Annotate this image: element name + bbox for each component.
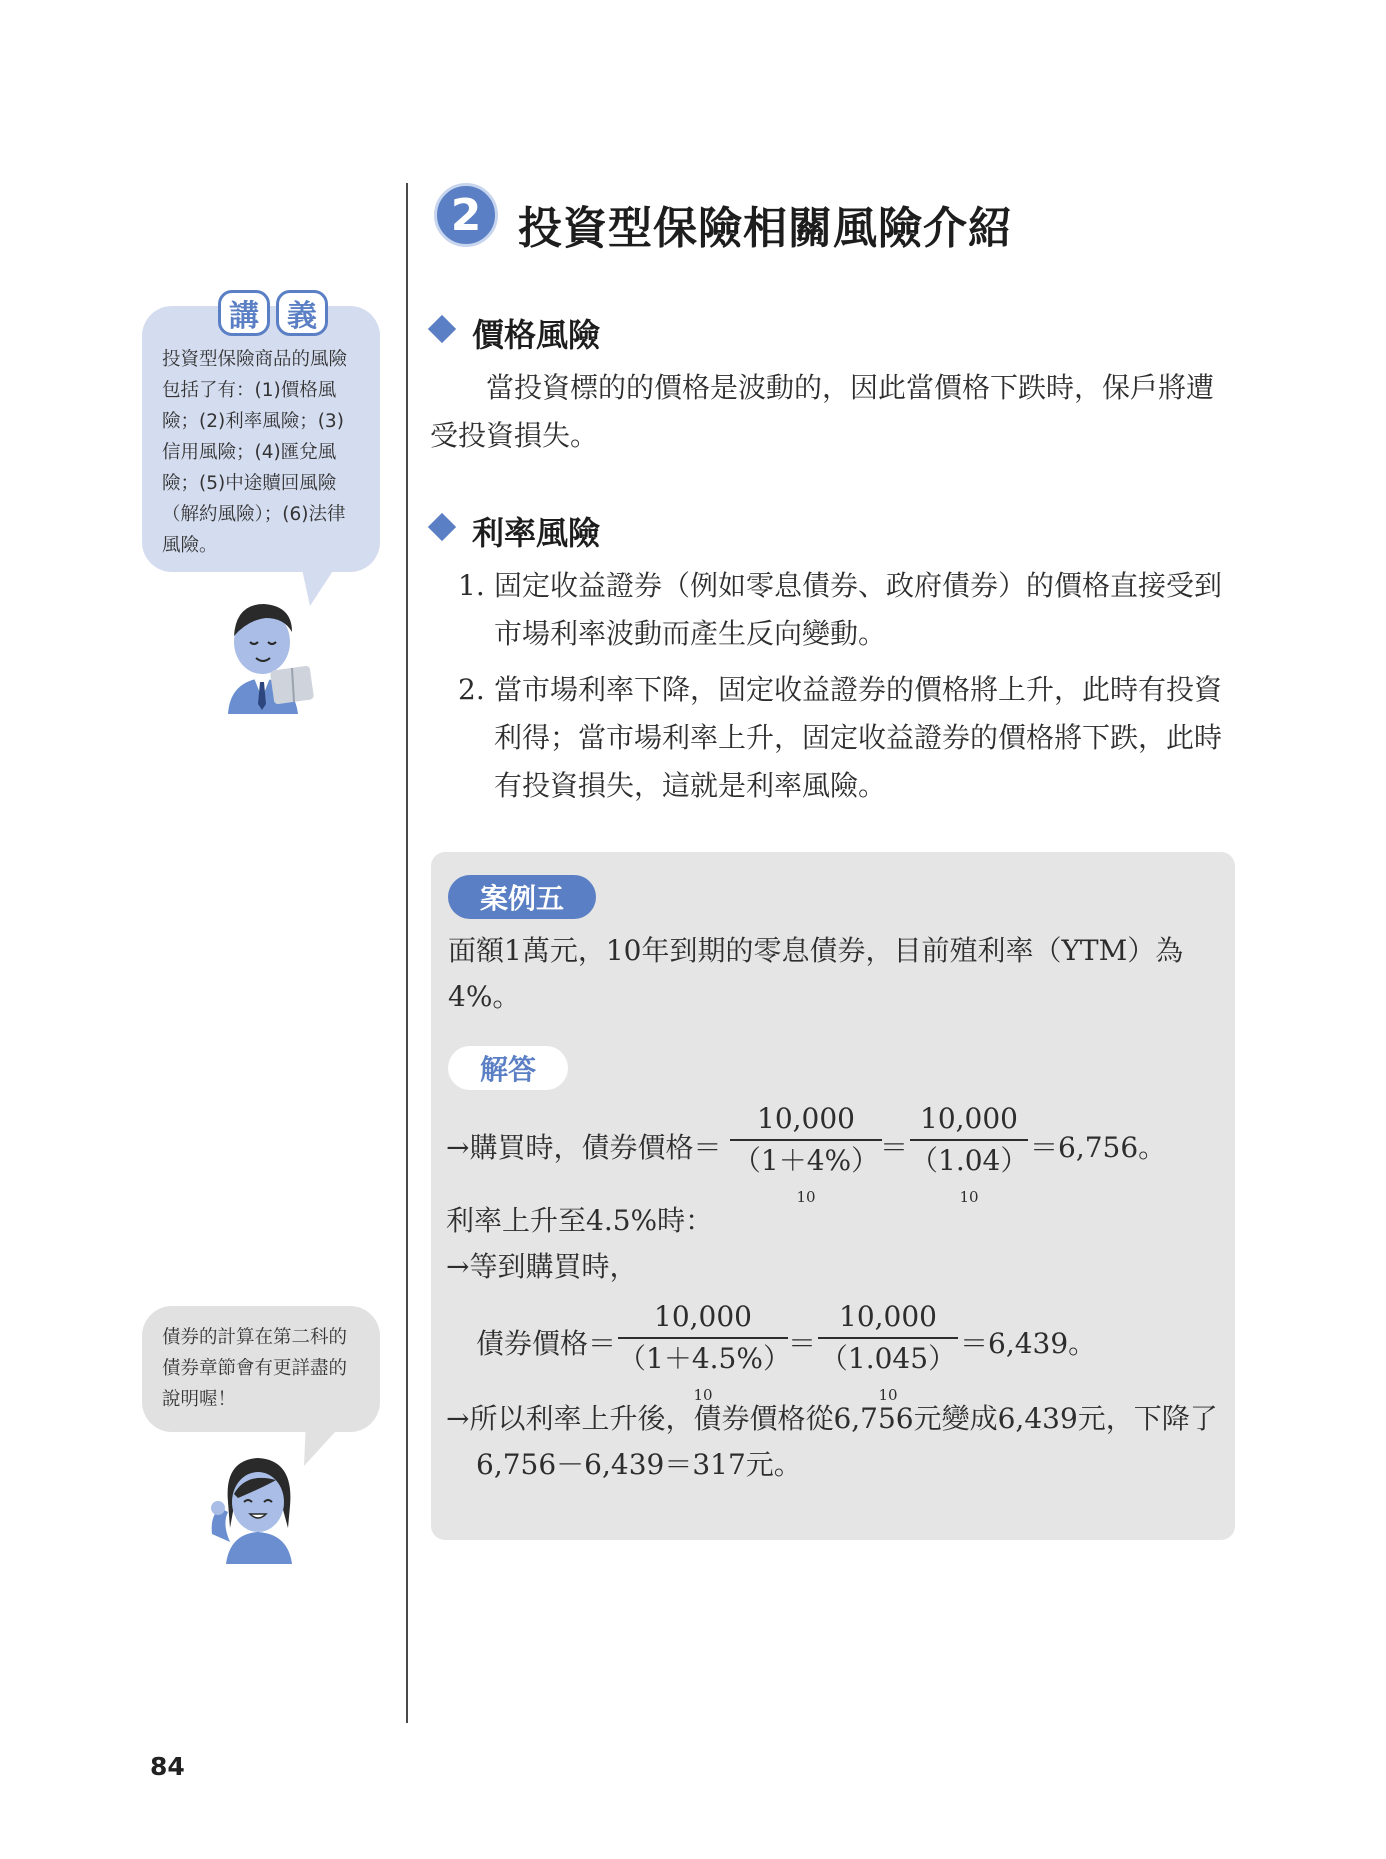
rate-risk-item-1 <box>458 562 1238 658</box>
lecture-line: 險；(5)中途贖回風險 <box>162 473 337 494</box>
lecture-title-char: 講 <box>218 290 270 336</box>
case-tag: 案例五 <box>448 875 596 919</box>
fraction-numerator: 10,000 <box>757 1102 855 1135</box>
column-divider <box>406 183 408 1723</box>
eq1-result: ＝6,756。 <box>1030 1131 1167 1164</box>
eq1-fraction-1 <box>730 1101 882 1206</box>
list-item-line: 市場利率波動而產生反向變動。 <box>494 617 887 650</box>
lecture-line: 信用風險；(4)匯兌風 <box>162 442 337 463</box>
list-item-line: 固定收益證券（例如零息債券、政府債券）的價格直接受到 <box>494 569 1223 602</box>
denominator-base: （1.04） <box>910 1144 1029 1177</box>
eq2-prefix: 債券價格＝ <box>476 1327 617 1360</box>
list-item-line: 當市場利率下降，固定收益證券的價格將上升，此時有投資 <box>494 673 1223 706</box>
fraction-denominator <box>818 1341 958 1404</box>
eq1-fraction-2 <box>910 1101 1029 1206</box>
fraction-bar <box>818 1337 958 1339</box>
exponent: 10 <box>878 1386 898 1404</box>
eq1-prefix: →購買時，債券價格＝ <box>446 1131 722 1164</box>
rate-risk-heading-text: 利率風險 <box>472 514 601 552</box>
page-number: 84 <box>150 1752 185 1781</box>
denominator-base: （1＋4%） <box>732 1144 880 1177</box>
rate-risk-item-2 <box>458 666 1238 810</box>
eq2-result: ＝6,439。 <box>960 1327 1097 1360</box>
fraction-numerator: 10,000 <box>920 1102 1018 1135</box>
eq2-fraction-2 <box>818 1299 958 1404</box>
lecture-line: 險；(2)利率風險；(3) <box>162 411 344 432</box>
conclusion-line-1: →所以利率上升後，債券價格從6,756元變成6,439元，下降了 <box>446 1402 1218 1435</box>
rate-risk-heading <box>432 508 600 554</box>
fraction-denominator <box>730 1143 882 1206</box>
section-title: 投資型保險相關風險介紹 <box>518 203 1013 254</box>
price-risk-heading <box>432 310 600 356</box>
list-number: 1. <box>458 569 485 602</box>
female-teacher-illustration <box>206 1446 306 1564</box>
case-problem-line-1: 面額1萬元，10年到期的零息債券，目前殖利率（YTM）為 <box>448 934 1184 967</box>
lecture-text <box>162 344 347 561</box>
price-risk-heading-text: 價格風險 <box>472 316 601 354</box>
fraction-numerator: 10,000 <box>654 1300 752 1333</box>
fraction-numerator: 10,000 <box>839 1300 937 1333</box>
fraction-denominator <box>618 1341 791 1404</box>
lecture-line: 投資型保險商品的風險 <box>162 349 348 370</box>
lecture-title-char: 義 <box>276 290 328 336</box>
lecture-line: （解約風險）；(6)法律 <box>162 504 346 525</box>
tip-line: 債券章節會有更詳盡的 <box>162 1358 348 1379</box>
denominator-base: （1＋4.5%） <box>618 1342 791 1375</box>
fraction-bar <box>618 1337 788 1339</box>
tip-line: 說明喔！ <box>162 1389 237 1410</box>
fraction-bar <box>730 1139 882 1141</box>
diamond-bullet-icon <box>428 513 456 541</box>
answer-tag: 解答 <box>448 1046 568 1090</box>
list-item-line: 利得；當市場利率上升，固定收益證券的價格將下跌，此時 <box>494 721 1223 754</box>
tip-line: 債券的計算在第二科的 <box>162 1327 348 1348</box>
list-number: 2. <box>458 673 485 706</box>
eq2-equals: ＝ <box>788 1327 817 1360</box>
section-number-badge: 2 <box>434 183 498 247</box>
exponent: 10 <box>959 1188 979 1206</box>
price-risk-line-2: 受投資損失。 <box>430 419 599 452</box>
tip-text <box>162 1322 347 1415</box>
price-risk-line-1: 當投資標的的價格是波動的，因此當價格下跌時，保戶將遭 <box>486 371 1215 404</box>
exponent: 10 <box>693 1386 713 1404</box>
exponent: 10 <box>796 1188 816 1206</box>
lecture-title <box>218 290 328 336</box>
rate-rise-text: 利率上升至4.5%時： <box>446 1204 714 1237</box>
eq2-fraction-1 <box>618 1299 791 1404</box>
list-item-line: 有投資損失，這就是利率風險。 <box>494 769 887 802</box>
eq1-equals: ＝ <box>880 1131 909 1164</box>
conclusion-line-2: 6,756－6,439＝317元。 <box>476 1448 802 1481</box>
lecture-line: 風險。 <box>162 535 218 556</box>
male-teacher-illustration <box>210 586 316 714</box>
diamond-bullet-icon <box>428 315 456 343</box>
fraction-bar <box>910 1139 1028 1141</box>
case-problem-line-2: 4%。 <box>448 980 521 1013</box>
wait-buy-text: →等到購買時， <box>446 1250 638 1283</box>
lecture-line: 包括了有：(1)價格風 <box>162 380 337 401</box>
denominator-base: （1.045） <box>819 1342 957 1375</box>
fraction-denominator <box>910 1143 1029 1206</box>
